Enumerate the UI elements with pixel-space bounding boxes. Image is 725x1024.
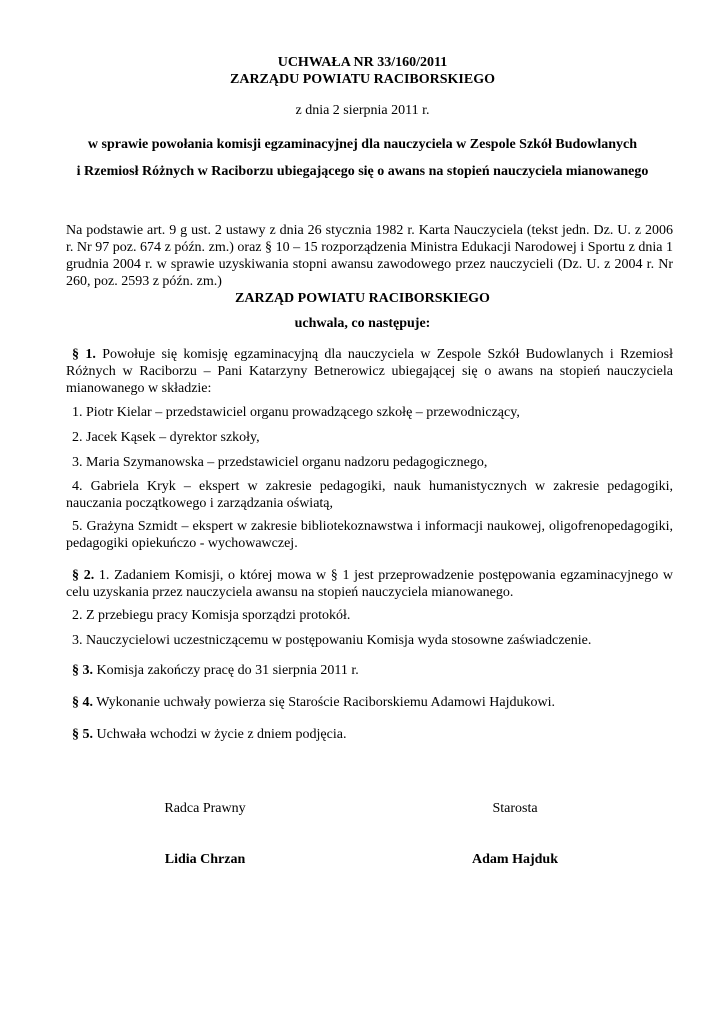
signature-left-role: Radca Prawny [164,801,246,816]
member-5: 5. Grażyna Szmidt – ekspert w zakresie bibliotekoznawstwa i informacji naukowej, oligofrenopedagogiki, pedagogiki opiekuńczo - wychowawczej. [66,519,673,551]
section-4 [72,694,672,711]
section-5-text: Uchwała wchodzi w życie z dniem podjęcia. [93,727,347,742]
section-5 [72,726,672,743]
section-3-text: Komisja zakończy pracę do 31 sierpnia 2011 r. [93,663,359,678]
resolver-phrase: uchwala, co następuje: [294,316,431,331]
section-4-text: Wykonanie uchwały powierza się Staroście Raciborskiemu Adamowi Hajdukowi. [93,695,555,710]
subject-line-2: i Rzemiosł Różnych w Raciborzu ubiegającego się o awans na stopień nauczyciela mianowanego [76,164,649,179]
section-2-text: 1. Zadaniem Komisji, o której mowa w § 1 jest przeprowadzenie postępowania egzaminacyjnego w celu uzyskania przez nauczyciela awansu na stopień nauczyciela mianowanego. [66,568,674,600]
subject-line-1: w sprawie powołania komisji egzaminacyjnej dla nauczyciela w Zespole Szkół Budowlanych [87,137,638,152]
preamble: Na podstawie art. 9 g ust. 2 ustawy z dnia 26 stycznia 1982 r. Karta Nauczyciela (tekst jedn. Dz. U. z 2006 r. Nr 97 poz. 674 z późn. zm.) oraz § 10 – 15 rozporządzenia Ministra Edukacji Narodowej i Sportu z dnia 1 grudnia 2004 r. w sprawie uzyskiwania stopni awansu zawodowego przez nauczycieli (Dz. U. z 2004 r. Nr 260, poz. 2593 z późn. zm.) [66,223,673,289]
member-3: 3. Maria Szymanowska – przedstawiciel organu nadzoru pedagogicznego, [72,455,488,470]
section-1-text: Powołuje się komisję egzaminacyjną dla nauczyciela w Zespole Szkół Budowlanych i Rzemiosł Różnych w Raciborzu – Pani Katarzyny Betnerowicz ubiegającej się o awans na stopień nauczyciela mianowanego w składzie: [66,347,674,396]
section-1 [66,346,673,397]
section-3-mark: § 3. [72,663,93,678]
section-2-point-3: 3. Nauczycielowi uczestniczącemu w postępowaniu Komisja wyda stosowne zaświadczenie. [72,633,592,648]
member-4: 4. Gabriela Kryk – ekspert w zakresie pedagogiki, nauk humanistycznych w zakresie pedagogiki, nauczania początkowego i zarządzania oświatą, [66,479,673,511]
signature-right-role: Starosta [492,801,538,816]
signature-left-name: Lidia Chrzan [164,852,246,867]
resolver-name: ZARZĄD POWIATU RACIBORSKIEGO [235,291,490,306]
member-1: 1. Piotr Kielar – przedstawiciel organu prowadzącego szkołę – przewodniczący, [72,405,520,420]
issuing-body: ZARZĄDU POWIATU RACIBORSKIEGO [230,72,495,87]
section-1-mark: § 1. [72,347,96,362]
signature-right-name: Adam Hajduk [472,852,558,867]
section-2-mark: § 2. [72,568,95,583]
section-3 [72,662,672,679]
resolution-number: UCHWAŁA NR 33/160/2011 [277,55,448,70]
section-5-mark: § 5. [72,727,93,742]
section-2 [66,567,673,601]
section-2-point-2: 2. Z przebiegu pracy Komisja sporządzi protokół. [72,608,351,623]
section-4-mark: § 4. [72,695,93,710]
member-2: 2. Jacek Kąsek – dyrektor szkoły, [72,430,260,445]
resolution-date: z dnia 2 sierpnia 2011 r. [295,103,430,118]
